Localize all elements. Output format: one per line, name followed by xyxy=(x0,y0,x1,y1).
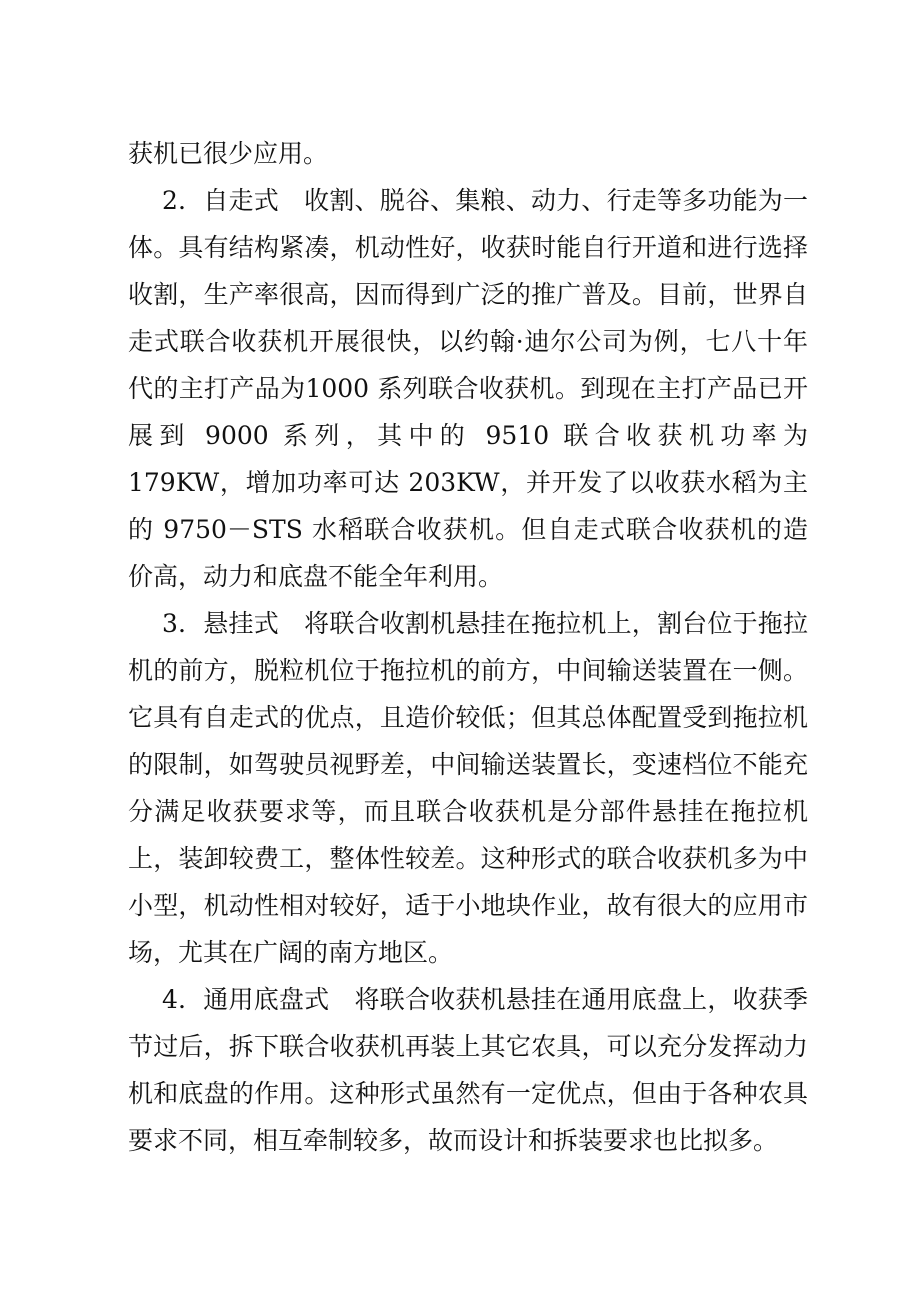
paragraph-universal-chassis: 4．通用底盘式 将联合收获机悬挂在通用底盘上，收获季节过后，拆下联合收获机再装上其它农具，可以充分发挥动力机和底盘的作用。这种形式虽然有一定优点，但由于各种农具要求不同，相互牵制较多，故而设计和拆装要求也比拟多。 xyxy=(128,985,808,1155)
paragraph-tractor-mounted: 3．悬挂式 将联合收割机悬挂在拖拉机上，割台位于拖拉机的前方，脱粒机位于拖拉机的前方，中间输送装置在一侧。它具有自走式的优点，且造价较低；但其总体配置受到拖拉机的限制，如驾驶员视野差，中间输送装置长，变速档位不能充分满足收获要求等，而且联合收获机是分部件悬挂在拖拉机上，装卸较费工，整体性较差。这种形式的联合收获机多为中小型，机动性相对较好，适于小地块作业，故有很大的应用市场，尤其在广阔的南方地区。 xyxy=(128,609,808,967)
document-body xyxy=(128,130,808,1164)
paragraph-self-propelled: 2．自走式 收割、脱谷、集粮、动力、行走等多功能为一体。具有结构紧凑，机动性好，收获时能自行开道和进行选择收割，生产率很高，因而得到广泛的推广普及。目前，世界自走式联合收获机开展很快，以约翰·迪尔公司为例，七八十年代的主打产品为1000 系列联合收获机。到现在主打产品已开展到 9000 系列，其中的 9510 联合收获机功率为 179KW，增加功率可达 203KW，并开发了以收获水稻为主的 9750－STS 水稻联合收获机。但自走式联合收获机的造价高，动力和底盘不能全年利用。 xyxy=(128,186,808,591)
paragraph-continuation: 获机已很少应用。 xyxy=(128,139,329,168)
